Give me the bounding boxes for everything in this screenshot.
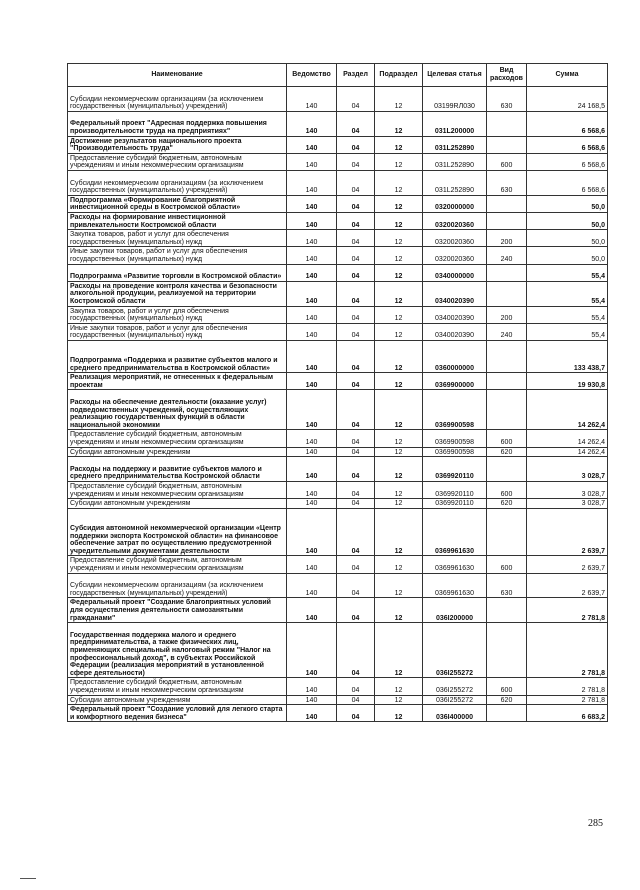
cell-celevaya-statya: 0369900598	[423, 430, 487, 447]
cell-vid-rashodov: 600	[487, 482, 527, 499]
cell-celevaya-statya: 031L252890	[423, 153, 487, 170]
cell-podrazdel: 12	[375, 695, 423, 705]
cell-vid-rashodov: 200	[487, 230, 527, 247]
cell-name: Субсидии некоммерческим организациям (за исключением государственных (муниципальных) учреждений)	[68, 87, 287, 112]
cell-razdel: 04	[337, 281, 375, 306]
cell-vedomstvo: 140	[287, 705, 337, 722]
cell-vid-rashodov	[487, 623, 527, 678]
cell-summa: 14 262,4	[527, 430, 608, 447]
cell-name: Предоставление субсидий бюджетным, автономным учреждениям и иным некоммерческим организациям	[68, 678, 287, 695]
cell-name: Подпрограмма «Развитие торговли в Костромской области»	[68, 264, 287, 281]
cell-razdel: 04	[337, 705, 375, 722]
cell-podrazdel: 12	[375, 623, 423, 678]
table-row	[68, 482, 608, 499]
cell-vedomstvo: 140	[287, 623, 337, 678]
cell-name: Закупка товаров, работ и услуг для обеспечения государственных (муниципальных) нужд	[68, 306, 287, 323]
cell-summa: 2 781,8	[527, 695, 608, 705]
header-vedomstvo: Ведомство	[287, 64, 337, 87]
cell-vid-rashodov	[487, 195, 527, 212]
cell-summa: 19 930,8	[527, 373, 608, 390]
cell-name: Иные закупки товаров, работ и услуг для обеспечения государственных (муниципальных) нужд	[68, 323, 287, 340]
cell-razdel: 04	[337, 306, 375, 323]
cell-name: Закупка товаров, работ и услуг для обеспечения государственных (муниципальных) нужд	[68, 230, 287, 247]
cell-vedomstvo: 140	[287, 482, 337, 499]
table-row	[68, 230, 608, 247]
cell-summa: 3 028,7	[527, 499, 608, 509]
cell-vedomstvo: 140	[287, 430, 337, 447]
cell-vid-rashodov: 630	[487, 170, 527, 195]
table-row	[68, 508, 608, 556]
cell-vedomstvo: 140	[287, 247, 337, 264]
header-celevaya-statya: Целевая статья	[423, 64, 487, 87]
header-summa: Сумма	[527, 64, 608, 87]
cell-name: Государственная поддержка малого и среднего предпринимательства, а также физических лиц, применяющих специальный налоговый режим "Налог на профессиональный доход", в субъектах Российской Федерации (реализация мероприятий в установленной сфере деятельности)	[68, 623, 287, 678]
cell-razdel: 04	[337, 556, 375, 573]
cell-vedomstvo: 140	[287, 281, 337, 306]
cell-vid-rashodov	[487, 264, 527, 281]
table-row	[68, 457, 608, 482]
table-row	[68, 430, 608, 447]
cell-summa: 2 639,7	[527, 556, 608, 573]
cell-celevaya-statya: 03199RЛ030	[423, 87, 487, 112]
cell-podrazdel: 12	[375, 340, 423, 372]
cell-razdel: 04	[337, 87, 375, 112]
cell-razdel: 04	[337, 212, 375, 229]
cell-vid-rashodov: 600	[487, 153, 527, 170]
cell-vid-rashodov	[487, 598, 527, 623]
cell-razdel: 04	[337, 170, 375, 195]
cell-summa: 133 438,7	[527, 340, 608, 372]
cell-celevaya-statya: 0340000000	[423, 264, 487, 281]
cell-summa: 50,0	[527, 247, 608, 264]
cell-razdel: 04	[337, 111, 375, 136]
cell-razdel: 04	[337, 457, 375, 482]
cell-name: Расходы на формирование инвестиционной привлекательности Костромской области	[68, 212, 287, 229]
cell-vedomstvo: 140	[287, 264, 337, 281]
cell-vedomstvo: 140	[287, 136, 337, 153]
cell-vedomstvo: 140	[287, 323, 337, 340]
page-number: 285	[588, 818, 603, 829]
cell-name: Предоставление субсидий бюджетным, автономным учреждениям и иным некоммерческим организациям	[68, 482, 287, 499]
cell-razdel: 04	[337, 373, 375, 390]
table-row	[68, 695, 608, 705]
cell-podrazdel: 12	[375, 499, 423, 509]
cell-podrazdel: 12	[375, 598, 423, 623]
cell-podrazdel: 12	[375, 390, 423, 430]
cell-vedomstvo: 140	[287, 170, 337, 195]
cell-summa: 50,0	[527, 230, 608, 247]
cell-name: Субсидии автономным учреждениям	[68, 447, 287, 457]
cell-name: Достижение результатов национального проекта "Производительность труда"	[68, 136, 287, 153]
table-row	[68, 195, 608, 212]
table-row	[68, 573, 608, 598]
cell-razdel: 04	[337, 678, 375, 695]
cell-celevaya-statya: 0369900598	[423, 447, 487, 457]
cell-summa: 55,4	[527, 323, 608, 340]
cell-razdel: 04	[337, 695, 375, 705]
cell-name: Подпрограмма «Формирование благоприятной инвестиционной среды в Костромской области»	[68, 195, 287, 212]
table-row	[68, 170, 608, 195]
cell-vedomstvo: 140	[287, 457, 337, 482]
cell-summa: 6 683,2	[527, 705, 608, 722]
cell-podrazdel: 12	[375, 87, 423, 112]
cell-name: Подпрограмма «Поддержка и развитие субъектов малого и среднего предпринимательства в Костромской области»	[68, 340, 287, 372]
cell-vid-rashodov: 200	[487, 306, 527, 323]
cell-summa: 2 781,8	[527, 623, 608, 678]
cell-name: Предоставление субсидий бюджетным, автономным учреждениям и иным некоммерческим организациям	[68, 556, 287, 573]
cell-vid-rashodov	[487, 390, 527, 430]
cell-name: Реализация мероприятий, не отнесенных к федеральным проектам	[68, 373, 287, 390]
cell-vid-rashodov	[487, 281, 527, 306]
cell-summa: 6 568,6	[527, 153, 608, 170]
cell-celevaya-statya: 0369920110	[423, 457, 487, 482]
table-row	[68, 705, 608, 722]
cell-vedomstvo: 140	[287, 340, 337, 372]
cell-razdel: 04	[337, 153, 375, 170]
cell-vedomstvo: 140	[287, 573, 337, 598]
cell-summa: 6 568,6	[527, 136, 608, 153]
cell-celevaya-statya: 0340020390	[423, 281, 487, 306]
cell-podrazdel: 12	[375, 153, 423, 170]
cell-vedomstvo: 140	[287, 499, 337, 509]
cell-razdel: 04	[337, 247, 375, 264]
cell-name: Федеральный проект "Адресная поддержка повышения производительности труда на предприятиях"	[68, 111, 287, 136]
cell-celevaya-statya: 0369961630	[423, 556, 487, 573]
cell-podrazdel: 12	[375, 306, 423, 323]
cell-vedomstvo: 140	[287, 678, 337, 695]
cell-celevaya-statya: 0320020360	[423, 212, 487, 229]
cell-vedomstvo: 140	[287, 230, 337, 247]
cell-name: Федеральный проект "Создание условий для легкого старта и комфортного ведения бизнеса"	[68, 705, 287, 722]
cell-vid-rashodov	[487, 340, 527, 372]
cell-razdel: 04	[337, 230, 375, 247]
cell-podrazdel: 12	[375, 482, 423, 499]
table-row	[68, 323, 608, 340]
cell-vid-rashodov	[487, 457, 527, 482]
cell-name: Расходы на проведение контроля качества и безопасности алкогольной продукции, реализуемой на территории Костромской области	[68, 281, 287, 306]
cell-podrazdel: 12	[375, 705, 423, 722]
cell-razdel: 04	[337, 264, 375, 281]
cell-vedomstvo: 140	[287, 195, 337, 212]
cell-razdel: 04	[337, 573, 375, 598]
cell-summa: 3 028,7	[527, 457, 608, 482]
cell-razdel: 04	[337, 499, 375, 509]
budget-table	[67, 63, 608, 722]
cell-podrazdel: 12	[375, 508, 423, 556]
cell-celevaya-statya: 036I400000	[423, 705, 487, 722]
cell-summa: 2 639,7	[527, 508, 608, 556]
cell-razdel: 04	[337, 482, 375, 499]
cell-vedomstvo: 140	[287, 153, 337, 170]
cell-podrazdel: 12	[375, 170, 423, 195]
cell-podrazdel: 12	[375, 323, 423, 340]
cell-summa: 50,0	[527, 195, 608, 212]
cell-summa: 2 781,8	[527, 678, 608, 695]
cell-razdel: 04	[337, 508, 375, 556]
table-row	[68, 136, 608, 153]
cell-vid-rashodov	[487, 508, 527, 556]
cell-vedomstvo: 140	[287, 306, 337, 323]
cell-podrazdel: 12	[375, 136, 423, 153]
table-row	[68, 87, 608, 112]
cell-celevaya-statya: 036I200000	[423, 598, 487, 623]
cell-vid-rashodov: 630	[487, 87, 527, 112]
cell-summa: 55,4	[527, 264, 608, 281]
cell-summa: 24 168,5	[527, 87, 608, 112]
cell-summa: 6 568,6	[527, 111, 608, 136]
cell-podrazdel: 12	[375, 264, 423, 281]
cell-celevaya-statya: 0369961630	[423, 508, 487, 556]
cell-celevaya-statya: 0320000000	[423, 195, 487, 212]
cell-celevaya-statya: 0369920110	[423, 482, 487, 499]
cell-vid-rashodov: 620	[487, 447, 527, 457]
cell-vedomstvo: 140	[287, 373, 337, 390]
cell-vid-rashodov: 620	[487, 499, 527, 509]
table-row	[68, 111, 608, 136]
cell-celevaya-statya: 036I255272	[423, 678, 487, 695]
cell-vid-rashodov	[487, 705, 527, 722]
cell-razdel: 04	[337, 430, 375, 447]
cell-razdel: 04	[337, 447, 375, 457]
cell-vid-rashodov: 240	[487, 323, 527, 340]
cell-summa: 2 639,7	[527, 573, 608, 598]
cell-celevaya-statya: 0340020390	[423, 323, 487, 340]
cell-name: Субсидии некоммерческим организациям (за исключением государственных (муниципальных) учреждений)	[68, 170, 287, 195]
header-vid-rashodov: Вид расходов	[487, 64, 527, 87]
cell-podrazdel: 12	[375, 281, 423, 306]
header-podrazdel: Подраздел	[375, 64, 423, 87]
table-row	[68, 556, 608, 573]
cell-razdel: 04	[337, 136, 375, 153]
cell-name: Предоставление субсидий бюджетным, автономным учреждениям и иным некоммерческим организациям	[68, 430, 287, 447]
cell-name: Расходы на поддержку и развитие субъектов малого и среднего предпринимательства Костромской области	[68, 457, 287, 482]
cell-celevaya-statya: 031L200000	[423, 111, 487, 136]
cell-vid-rashodov: 630	[487, 573, 527, 598]
cell-vid-rashodov: 240	[487, 247, 527, 264]
cell-summa: 50,0	[527, 212, 608, 229]
cell-summa: 14 262,4	[527, 390, 608, 430]
cell-celevaya-statya: 0369900000	[423, 373, 487, 390]
cell-razdel: 04	[337, 340, 375, 372]
cell-vid-rashodov	[487, 373, 527, 390]
table-row	[68, 678, 608, 695]
cell-summa: 55,4	[527, 306, 608, 323]
cell-vid-rashodov	[487, 136, 527, 153]
cell-celevaya-statya: 036I255272	[423, 695, 487, 705]
table-row	[68, 390, 608, 430]
cell-vid-rashodov: 620	[487, 695, 527, 705]
cell-vedomstvo: 140	[287, 508, 337, 556]
cell-podrazdel: 12	[375, 111, 423, 136]
cell-vedomstvo: 140	[287, 556, 337, 573]
cell-name: Субсидии некоммерческим организациям (за исключением государственных (муниципальных) учреждений)	[68, 573, 287, 598]
cell-vid-rashodov: 600	[487, 430, 527, 447]
table-row	[68, 212, 608, 229]
cell-vedomstvo: 140	[287, 598, 337, 623]
cell-celevaya-statya: 0369920110	[423, 499, 487, 509]
cell-podrazdel: 12	[375, 195, 423, 212]
table-row	[68, 306, 608, 323]
table-row	[68, 373, 608, 390]
cell-celevaya-statya: 031L252890	[423, 136, 487, 153]
cell-podrazdel: 12	[375, 678, 423, 695]
cell-name: Субсидии автономным учреждениям	[68, 499, 287, 509]
cell-celevaya-statya: 0320020360	[423, 247, 487, 264]
cell-razdel: 04	[337, 598, 375, 623]
cell-podrazdel: 12	[375, 430, 423, 447]
table-row	[68, 247, 608, 264]
cell-name: Субсидия автономной некоммерческой организации «Центр поддержки экспорта Костромской области» на финансовое обеспечение затрат по осуществлению предусмотренной учредительными документами деятельности	[68, 508, 287, 556]
cell-vedomstvo: 140	[287, 390, 337, 430]
cell-razdel: 04	[337, 390, 375, 430]
cell-name: Предоставление субсидий бюджетным, автономным учреждениям и иным некоммерческим организациям	[68, 153, 287, 170]
table-row	[68, 598, 608, 623]
cell-podrazdel: 12	[375, 556, 423, 573]
cell-summa: 6 568,6	[527, 170, 608, 195]
header-name: Наименование	[68, 64, 287, 87]
cell-podrazdel: 12	[375, 447, 423, 457]
cell-name: Субсидии автономным учреждениям	[68, 695, 287, 705]
cell-vid-rashodov	[487, 111, 527, 136]
cell-razdel: 04	[337, 323, 375, 340]
cell-summa: 3 028,7	[527, 482, 608, 499]
table-row	[68, 447, 608, 457]
header-razdel: Раздел	[337, 64, 375, 87]
cell-vedomstvo: 140	[287, 87, 337, 112]
cell-summa: 14 262,4	[527, 447, 608, 457]
table-row	[68, 281, 608, 306]
cell-vid-rashodov: 600	[487, 678, 527, 695]
table-row	[68, 264, 608, 281]
cell-summa: 55,4	[527, 281, 608, 306]
cell-name: Федеральный проект "Создание благоприятных условий для осуществления деятельности самозанятыми гражданами"	[68, 598, 287, 623]
cell-razdel: 04	[337, 195, 375, 212]
cell-celevaya-statya: 0340020390	[423, 306, 487, 323]
cell-celevaya-statya: 0369961630	[423, 573, 487, 598]
cell-name: Расходы на обеспечение деятельности (оказание услуг) подведомственных учреждений, осуществляющих реализацию государственных функций в области национальной экономики	[68, 390, 287, 430]
cell-vid-rashodov	[487, 212, 527, 229]
cell-razdel: 04	[337, 623, 375, 678]
cell-vedomstvo: 140	[287, 695, 337, 705]
table-row	[68, 340, 608, 372]
table-row	[68, 153, 608, 170]
cell-celevaya-statya: 031L252890	[423, 170, 487, 195]
table-row	[68, 499, 608, 509]
cell-celevaya-statya: 036I255272	[423, 623, 487, 678]
cell-celevaya-statya: 0369900598	[423, 390, 487, 430]
table-body	[68, 87, 608, 722]
cell-name: Иные закупки товаров, работ и услуг для обеспечения государственных (муниципальных) нужд	[68, 247, 287, 264]
scan-mark	[20, 878, 36, 879]
cell-vid-rashodov: 600	[487, 556, 527, 573]
table-header-row	[68, 64, 608, 87]
table-row	[68, 623, 608, 678]
cell-podrazdel: 12	[375, 573, 423, 598]
cell-celevaya-statya: 0360000000	[423, 340, 487, 372]
cell-summa: 2 781,8	[527, 598, 608, 623]
cell-vedomstvo: 140	[287, 447, 337, 457]
cell-podrazdel: 12	[375, 247, 423, 264]
cell-podrazdel: 12	[375, 373, 423, 390]
cell-celevaya-statya: 0320020360	[423, 230, 487, 247]
cell-vedomstvo: 140	[287, 212, 337, 229]
cell-podrazdel: 12	[375, 212, 423, 229]
cell-vedomstvo: 140	[287, 111, 337, 136]
cell-podrazdel: 12	[375, 230, 423, 247]
cell-podrazdel: 12	[375, 457, 423, 482]
